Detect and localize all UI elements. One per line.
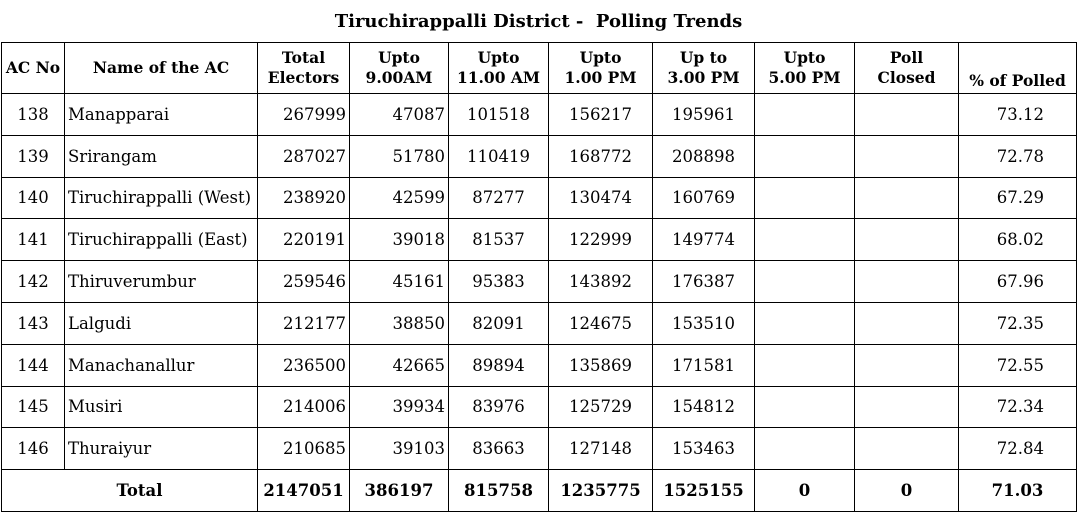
table-row [2, 219, 1077, 261]
cell-percent-polled: 72.84 [959, 428, 1077, 470]
cell-upto-11am: 89894 [449, 344, 549, 386]
cell-upto-11am: 83976 [449, 386, 549, 428]
cell-upto-5pm [755, 386, 855, 428]
header-total-electors [258, 43, 350, 94]
table-row [2, 428, 1077, 470]
cell-percent-polled: 72.35 [959, 302, 1077, 344]
table-body [2, 94, 1077, 512]
header-row [2, 43, 1077, 94]
cell-ac-no: 138 [2, 94, 65, 136]
header-poll-closed [855, 43, 959, 94]
header-line: Up to [679, 48, 728, 67]
header-line: 9.00AM [365, 68, 433, 87]
cell-upto-9am: 42665 [350, 344, 449, 386]
cell-upto-5pm [755, 261, 855, 303]
header-line: 11.00 AM [456, 68, 541, 87]
cell-ac-no: 139 [2, 135, 65, 177]
cell-ac-name: Srirangam [65, 135, 258, 177]
header-line [959, 51, 1076, 71]
total-upto-5pm: 0 [755, 470, 855, 512]
cell-percent-polled: 68.02 [959, 219, 1077, 261]
page-title: Tiruchirappalli District - Polling Trends [334, 10, 743, 32]
cell-upto-1pm: 127148 [549, 428, 653, 470]
cell-ac-name: Musiri [65, 386, 258, 428]
cell-percent-polled: 72.78 [959, 135, 1077, 177]
header-upto-9am [350, 43, 449, 94]
total-upto-9am: 386197 [350, 470, 449, 512]
cell-upto-1pm: 130474 [549, 177, 653, 219]
cell-ac-name: Thiruverumbur [65, 261, 258, 303]
total-percent-polled: 71.03 [959, 470, 1077, 512]
header-percent-polled [959, 43, 1077, 94]
cell-upto-1pm: 168772 [549, 135, 653, 177]
cell-ac-name: Lalgudi [65, 302, 258, 344]
header-line: AC No [5, 58, 61, 77]
total-upto-3pm: 1525155 [653, 470, 755, 512]
cell-upto-5pm [755, 428, 855, 470]
cell-ac-name: Manapparai [65, 94, 258, 136]
table-row [2, 344, 1077, 386]
cell-total-electors: 236500 [258, 344, 350, 386]
table-row [2, 177, 1077, 219]
cell-upto-3pm: 149774 [653, 219, 755, 261]
cell-percent-polled: 72.34 [959, 386, 1077, 428]
cell-upto-11am: 87277 [449, 177, 549, 219]
table-row [2, 94, 1077, 136]
total-poll-closed: 0 [855, 470, 959, 512]
header-line: Poll [889, 48, 924, 67]
header-line: Closed [877, 68, 936, 87]
cell-total-electors: 214006 [258, 386, 350, 428]
cell-upto-5pm [755, 219, 855, 261]
cell-poll-closed [855, 135, 959, 177]
cell-poll-closed [855, 344, 959, 386]
cell-upto-11am: 110419 [449, 135, 549, 177]
cell-total-electors: 212177 [258, 302, 350, 344]
cell-total-electors: 259546 [258, 261, 350, 303]
header-name [65, 43, 258, 94]
header-line: Upto [477, 48, 520, 67]
cell-total-electors: 287027 [258, 135, 350, 177]
header-upto-11am [449, 43, 549, 94]
total-upto-11am: 815758 [449, 470, 549, 512]
cell-upto-5pm [755, 177, 855, 219]
cell-upto-3pm: 153463 [653, 428, 755, 470]
cell-ac-name: Tiruchirappalli (West) [65, 177, 258, 219]
cell-upto-3pm: 195961 [653, 94, 755, 136]
header-line: 1.00 PM [564, 68, 637, 87]
cell-upto-1pm: 124675 [549, 302, 653, 344]
cell-upto-3pm: 171581 [653, 344, 755, 386]
cell-total-electors: 267999 [258, 94, 350, 136]
cell-percent-polled: 73.12 [959, 94, 1077, 136]
cell-upto-1pm: 135869 [549, 344, 653, 386]
cell-upto-5pm [755, 344, 855, 386]
polling-table [1, 42, 1077, 512]
cell-upto-1pm: 156217 [549, 94, 653, 136]
header-ac-no [2, 43, 65, 94]
header-upto-5pm [755, 43, 855, 94]
header-upto-1pm [549, 43, 653, 94]
cell-percent-polled: 67.29 [959, 177, 1077, 219]
cell-upto-11am: 81537 [449, 219, 549, 261]
cell-poll-closed [855, 386, 959, 428]
total-electors: 2147051 [258, 470, 350, 512]
cell-upto-11am: 82091 [449, 302, 549, 344]
header-line: Electors [267, 68, 340, 87]
total-row [2, 470, 1077, 512]
cell-ac-no: 144 [2, 344, 65, 386]
cell-upto-3pm: 176387 [653, 261, 755, 303]
cell-upto-3pm: 160769 [653, 177, 755, 219]
cell-upto-1pm: 122999 [549, 219, 653, 261]
cell-percent-polled: 72.55 [959, 344, 1077, 386]
header-line: 3.00 PM [667, 68, 740, 87]
cell-upto-3pm: 153510 [653, 302, 755, 344]
total-label: Total [2, 470, 258, 512]
cell-total-electors: 220191 [258, 219, 350, 261]
cell-ac-no: 142 [2, 261, 65, 303]
header-line: Total [281, 48, 326, 67]
cell-poll-closed [855, 302, 959, 344]
cell-percent-polled: 67.96 [959, 261, 1077, 303]
cell-ac-no: 143 [2, 302, 65, 344]
table-row [2, 261, 1077, 303]
cell-upto-11am: 83663 [449, 428, 549, 470]
cell-upto-3pm: 154812 [653, 386, 755, 428]
cell-ac-no: 140 [2, 177, 65, 219]
cell-ac-name: Manachanallur [65, 344, 258, 386]
cell-upto-9am: 42599 [350, 177, 449, 219]
table-row [2, 135, 1077, 177]
cell-ac-name: Tiruchirappalli (East) [65, 219, 258, 261]
cell-upto-5pm [755, 302, 855, 344]
cell-upto-11am: 101518 [449, 94, 549, 136]
cell-upto-11am: 95383 [449, 261, 549, 303]
cell-poll-closed [855, 94, 959, 136]
cell-upto-5pm [755, 135, 855, 177]
cell-upto-5pm [755, 94, 855, 136]
cell-upto-9am: 45161 [350, 261, 449, 303]
cell-ac-name: Thuraiyur [65, 428, 258, 470]
cell-total-electors: 238920 [258, 177, 350, 219]
header-line: 5.00 PM [768, 68, 841, 87]
cell-ac-no: 145 [2, 386, 65, 428]
cell-ac-no: 141 [2, 219, 65, 261]
cell-poll-closed [855, 219, 959, 261]
cell-total-electors: 210685 [258, 428, 350, 470]
header-line: Name of the AC [92, 58, 230, 77]
cell-upto-9am: 39018 [350, 219, 449, 261]
cell-upto-9am: 39103 [350, 428, 449, 470]
table-row [2, 386, 1077, 428]
header-line: Upto [783, 48, 826, 67]
header-line: Upto [579, 48, 622, 67]
cell-upto-1pm: 125729 [549, 386, 653, 428]
header-upto-3pm [653, 43, 755, 94]
cell-upto-9am: 47087 [350, 94, 449, 136]
header-line: % of Polled [969, 71, 1066, 90]
cell-ac-no: 146 [2, 428, 65, 470]
cell-upto-9am: 51780 [350, 135, 449, 177]
header-line: Upto [378, 48, 420, 67]
cell-poll-closed [855, 428, 959, 470]
table-row [2, 302, 1077, 344]
cell-upto-9am: 39934 [350, 386, 449, 428]
cell-poll-closed [855, 261, 959, 303]
cell-upto-1pm: 143892 [549, 261, 653, 303]
cell-upto-9am: 38850 [350, 302, 449, 344]
total-upto-1pm: 1235775 [549, 470, 653, 512]
cell-upto-3pm: 208898 [653, 135, 755, 177]
cell-poll-closed [855, 177, 959, 219]
